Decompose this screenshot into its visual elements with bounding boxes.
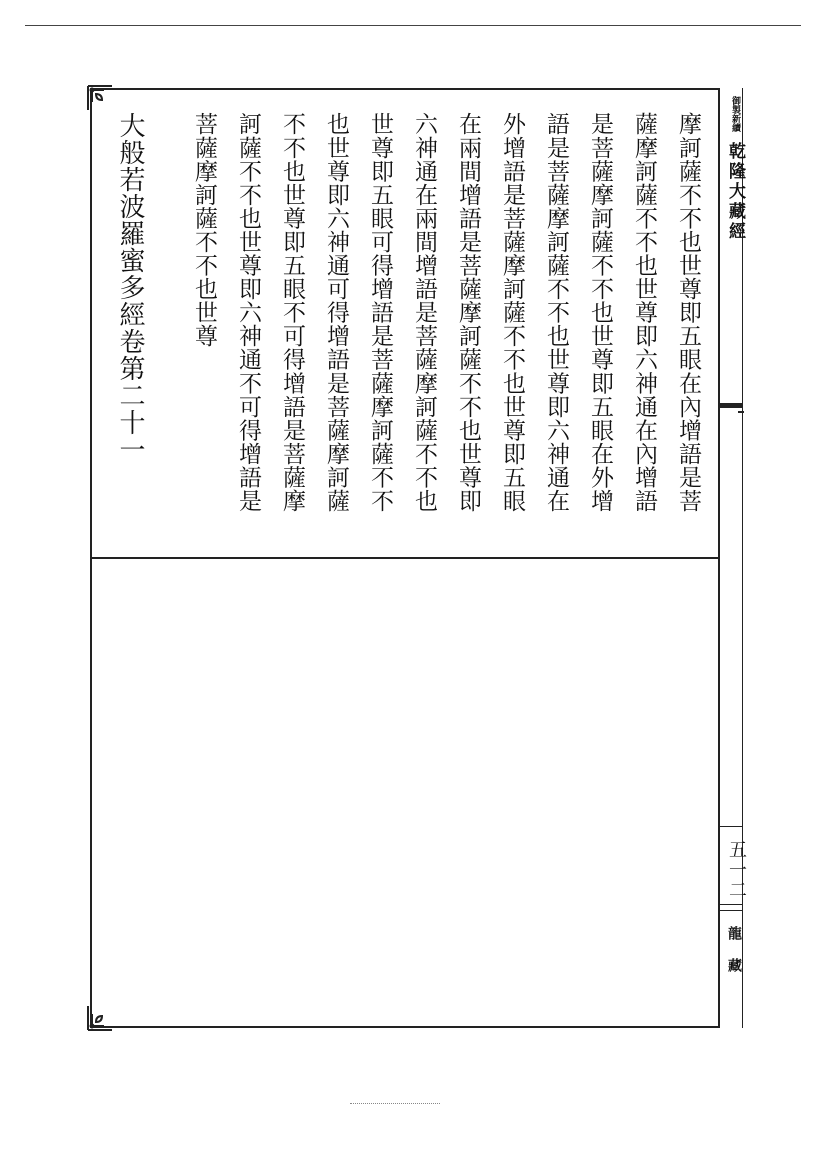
imprint-title: 乾隆大藏經 xyxy=(725,142,745,242)
page-number: 五一二 xyxy=(726,840,747,900)
imprint-small-text: 御製新續 xyxy=(730,96,740,132)
corner-ornament-icon xyxy=(86,84,114,112)
text-column: 在兩間增語是菩薩摩訶薩不不也世尊即 xyxy=(455,112,481,513)
text-column: 不不也世尊即五眼不可得增語是菩薩摩 xyxy=(279,112,305,513)
corner-ornament-icon xyxy=(86,1004,114,1032)
closing-title: 大般若波羅蜜多經卷第二十一 xyxy=(115,112,145,463)
scan-artifact xyxy=(350,1103,440,1106)
collection-mark: 龍藏 xyxy=(726,926,742,990)
text-column: 世尊即五眼可得增語是菩薩摩訶薩不不 xyxy=(367,112,393,513)
text-column: 也世尊即六神通可得增語是菩薩摩訶薩 xyxy=(323,112,349,513)
text-column: 語是菩薩摩訶薩不不也世尊即六神通在 xyxy=(543,112,569,513)
top-rule xyxy=(25,25,801,26)
text-column: 外增語是菩薩摩訶薩不不也世尊即五眼 xyxy=(499,112,525,513)
margin-rule xyxy=(720,826,742,827)
text-column-last: 菩薩摩訶薩不不也世尊 xyxy=(191,112,217,348)
margin-strip-tab-end xyxy=(738,411,744,413)
margin-strip-tab xyxy=(720,403,742,408)
text-column: 摩訶薩不不也世尊即五眼在內增語是菩 xyxy=(675,112,701,513)
text-column: 薩摩訶薩不不也世尊即六神通在內增語 xyxy=(631,112,657,513)
margin-rule xyxy=(720,904,742,905)
text-column: 六神通在兩間增語是菩薩摩訶薩不不也 xyxy=(411,112,437,513)
frame-divider xyxy=(90,557,720,559)
text-column: 是菩薩摩訶薩不不也世尊即五眼在外增 xyxy=(587,112,613,513)
text-column: 訶薩不不也世尊即六神通不可得增語是 xyxy=(235,112,261,513)
margin-rule xyxy=(720,910,742,911)
